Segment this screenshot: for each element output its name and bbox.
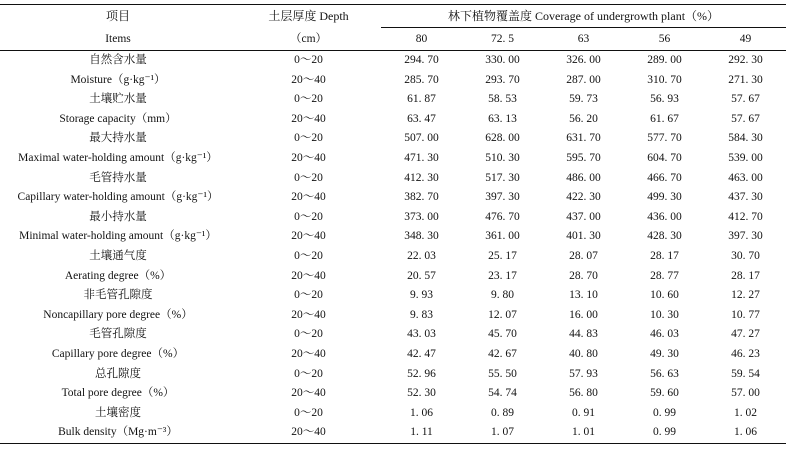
- row-value: 56. 20: [569, 112, 598, 125]
- row-value: 28. 07: [569, 249, 598, 262]
- row-value: 57. 67: [731, 93, 760, 106]
- row-value: 310. 70: [647, 73, 682, 86]
- row-value: 42. 67: [488, 347, 517, 360]
- row-item-label: Moisture（g·kg⁻¹）: [70, 73, 166, 86]
- row-depth: 0～20: [294, 54, 323, 66]
- table-row: [0, 51, 786, 71]
- row-value: 0. 99: [624, 423, 705, 443]
- table-row: [0, 169, 786, 189]
- table-row: [0, 149, 786, 169]
- row-value: 28. 70: [569, 269, 598, 282]
- row-value: 1. 01: [543, 423, 624, 443]
- row-item-label: 总孔隙度: [95, 367, 141, 380]
- row-value: 397. 30: [728, 230, 763, 243]
- row-depth: 0～20: [294, 328, 323, 341]
- row-value: 57. 00: [731, 387, 760, 400]
- row-depth: 20～40: [291, 347, 326, 360]
- table-row: [0, 267, 786, 287]
- table-row: [0, 345, 786, 365]
- table-row: [0, 188, 786, 208]
- row-value: 12. 07: [488, 308, 517, 321]
- table-row: [0, 90, 786, 110]
- table-row: [0, 423, 786, 443]
- row-value: 382. 70: [404, 191, 439, 204]
- row-depth: 0～20: [294, 367, 323, 380]
- row-value: 28. 77: [650, 269, 679, 282]
- row-value: 397. 30: [485, 191, 520, 204]
- row-depth: 20～40: [291, 230, 326, 243]
- row-value: 412. 70: [728, 210, 763, 223]
- row-value: 23. 17: [488, 269, 517, 282]
- row-value: 25. 17: [488, 249, 517, 262]
- row-value: 43. 03: [407, 328, 436, 341]
- row-value: 44. 83: [569, 328, 598, 341]
- row-value: 293. 70: [485, 73, 520, 86]
- row-item-label: Capillary pore degree（%）: [51, 347, 185, 360]
- row-value: 539. 00: [728, 151, 763, 164]
- row-value: 604. 70: [647, 151, 682, 164]
- table-row: [0, 404, 786, 424]
- row-value: 9. 83: [410, 308, 433, 321]
- row-value: 271. 30: [728, 73, 763, 86]
- row-item-label: Capillary water-holding amount（g·kg⁻¹）: [17, 191, 219, 204]
- row-value: 1. 07: [462, 423, 543, 443]
- row-value: 9. 80: [491, 289, 514, 302]
- row-value: 59. 73: [569, 93, 598, 106]
- row-item-label: 土壤通气度: [89, 249, 147, 262]
- row-value: 463. 00: [728, 171, 763, 184]
- row-item-label: Storage capacity（mm）: [59, 112, 177, 125]
- row-value: 10. 60: [650, 289, 679, 302]
- row-value: 466. 70: [647, 171, 682, 184]
- row-value: 49. 30: [650, 347, 679, 360]
- row-value: 42. 47: [407, 347, 436, 360]
- row-item-label: 土壤密度: [95, 406, 141, 419]
- row-item-label: Noncapillary pore degree（%）: [43, 308, 193, 321]
- row-value: 499. 30: [647, 191, 682, 204]
- row-item-label: 毛管孔隙度: [89, 328, 147, 341]
- row-value: 628. 00: [485, 132, 520, 145]
- row-value: 348. 30: [404, 230, 439, 243]
- row-depth: 20～40: [291, 112, 326, 125]
- row-item-label: 毛管持水量: [89, 171, 147, 184]
- row-value: 46. 03: [650, 328, 679, 341]
- row-value: 52. 30: [407, 387, 436, 400]
- table-body: [0, 51, 786, 444]
- row-value: 9. 93: [410, 289, 433, 302]
- header-coverage-0: 80: [381, 28, 462, 51]
- row-value: 16. 00: [569, 308, 598, 321]
- header-coverage-title: 林下植物覆盖度 Coverage of undergrowth plant（%）: [381, 5, 786, 28]
- header-coverage-4: 49: [705, 28, 786, 51]
- row-value: 28. 17: [650, 249, 679, 262]
- row-depth: 0～20: [294, 93, 323, 106]
- row-value: 287. 00: [566, 73, 601, 86]
- row-item-label: 最小持水量: [89, 210, 147, 223]
- row-value: 1. 06: [410, 406, 433, 419]
- row-value: 45. 70: [488, 328, 517, 341]
- row-value: 63. 47: [407, 112, 436, 125]
- header-coverage-1: 72. 5: [462, 28, 543, 51]
- row-value: 54. 74: [488, 387, 517, 400]
- row-value: 507. 00: [404, 132, 439, 145]
- row-value: 20. 57: [407, 269, 436, 282]
- row-value: 285. 70: [404, 73, 439, 86]
- row-value: 428. 30: [647, 230, 682, 243]
- row-value: 412. 30: [404, 171, 439, 184]
- row-value: 56. 63: [650, 367, 679, 380]
- row-value: 292. 30: [728, 54, 763, 66]
- row-value: 361. 00: [485, 230, 520, 243]
- table-row: [0, 325, 786, 345]
- table-row: [0, 129, 786, 149]
- header-depth-cn: 土层厚度 Depth: [236, 5, 381, 28]
- row-value: 517. 30: [485, 171, 520, 184]
- row-value: 12. 27: [731, 289, 760, 302]
- row-value: 57. 93: [569, 367, 598, 380]
- row-value: 52. 96: [407, 367, 436, 380]
- row-value: 0. 91: [572, 406, 595, 419]
- header-depth-unit: （cm）: [236, 28, 381, 51]
- row-value: 373. 00: [404, 210, 439, 223]
- row-item-label: 土壤贮水量: [89, 93, 147, 106]
- row-value: 330. 00: [485, 54, 520, 66]
- row-item-label: 非毛管孔隙度: [83, 289, 153, 302]
- table-row: [0, 208, 786, 228]
- row-value: 1. 02: [734, 406, 758, 419]
- row-value: 28. 17: [731, 269, 760, 282]
- row-value: 22. 03: [407, 249, 436, 262]
- row-depth: 0～20: [294, 132, 323, 145]
- row-depth: 20～40: [291, 151, 326, 164]
- row-depth: 20～40: [291, 191, 326, 204]
- row-value: 584. 30: [728, 132, 763, 145]
- row-value: 61. 87: [407, 93, 436, 106]
- row-value: 55. 50: [488, 367, 517, 380]
- row-value: 40. 80: [569, 347, 598, 360]
- row-depth: 20～40: [291, 73, 326, 86]
- soil-property-table: [0, 4, 786, 444]
- row-value: 289. 00: [647, 54, 682, 66]
- row-value: 59. 60: [650, 387, 679, 400]
- row-item-label: Minimal water-holding amount（g·kg⁻¹）: [19, 230, 217, 243]
- table-row: [0, 384, 786, 404]
- table-row: [0, 227, 786, 247]
- row-item-label: Total pore degree（%）: [61, 387, 175, 400]
- table-header: [0, 5, 786, 51]
- row-value: 30. 70: [731, 249, 760, 262]
- row-depth: 0～20: [294, 289, 323, 302]
- row-value: 59. 54: [731, 367, 760, 380]
- row-value: 56. 80: [569, 387, 598, 400]
- row-item-label: 自然含水量: [89, 54, 147, 66]
- row-depth: 0～20: [294, 249, 323, 262]
- row-value: 486. 00: [566, 171, 601, 184]
- row-value: 1. 11: [381, 423, 462, 443]
- row-item-label: 最大持水量: [89, 132, 147, 145]
- header-coverage-3: 56: [624, 28, 705, 51]
- row-depth: 20～40: [236, 423, 381, 443]
- table-row: [0, 306, 786, 326]
- row-value: 510. 30: [485, 151, 520, 164]
- table-row: [0, 247, 786, 267]
- row-value: 401. 30: [566, 230, 601, 243]
- row-value: 422. 30: [566, 191, 601, 204]
- row-value: 10. 77: [731, 308, 760, 321]
- table-row: [0, 286, 786, 306]
- row-value: 471. 30: [404, 151, 439, 164]
- table-row: [0, 71, 786, 91]
- row-value: 58. 53: [488, 93, 517, 106]
- header-item-en: Items: [0, 28, 236, 51]
- row-value: 10. 30: [650, 308, 679, 321]
- row-value: 56. 93: [650, 93, 679, 106]
- row-value: 595. 70: [566, 151, 601, 164]
- table-row: [0, 365, 786, 385]
- row-value: 61. 67: [650, 112, 679, 125]
- row-depth: 20～40: [291, 308, 326, 321]
- row-value: 437. 30: [728, 191, 763, 204]
- row-value: 46. 23: [731, 347, 760, 360]
- row-value: 47. 27: [731, 328, 760, 341]
- row-value: 294. 70: [404, 54, 439, 66]
- row-value: 476. 70: [485, 210, 520, 223]
- row-value: 57. 67: [731, 112, 760, 125]
- row-value: 1. 06: [705, 423, 786, 443]
- row-value: 63. 13: [488, 112, 517, 125]
- header-item-cn: 项目: [0, 5, 236, 28]
- header-coverage-2: 63: [543, 28, 624, 51]
- row-value: 0. 89: [491, 406, 514, 419]
- row-value: 577. 70: [647, 132, 682, 145]
- row-value: 0. 99: [653, 406, 676, 419]
- row-item-label: Bulk density（Mg·m⁻³）: [0, 423, 236, 443]
- row-value: 631. 70: [566, 132, 601, 145]
- row-item-label: Maximal water-holding amount（g·kg⁻¹）: [18, 151, 218, 164]
- row-value: 13. 10: [569, 289, 598, 302]
- row-depth: 20～40: [291, 269, 326, 282]
- row-item-label: Aerating degree（%）: [64, 269, 172, 282]
- row-depth: 20～40: [291, 387, 326, 400]
- row-depth: 0～20: [294, 171, 323, 184]
- row-depth: 0～20: [294, 210, 323, 223]
- table-row: [0, 110, 786, 130]
- row-depth: 0～20: [294, 406, 323, 419]
- row-value: 437. 00: [566, 210, 601, 223]
- row-value: 436. 00: [647, 210, 682, 223]
- row-value: 326. 00: [566, 54, 601, 66]
